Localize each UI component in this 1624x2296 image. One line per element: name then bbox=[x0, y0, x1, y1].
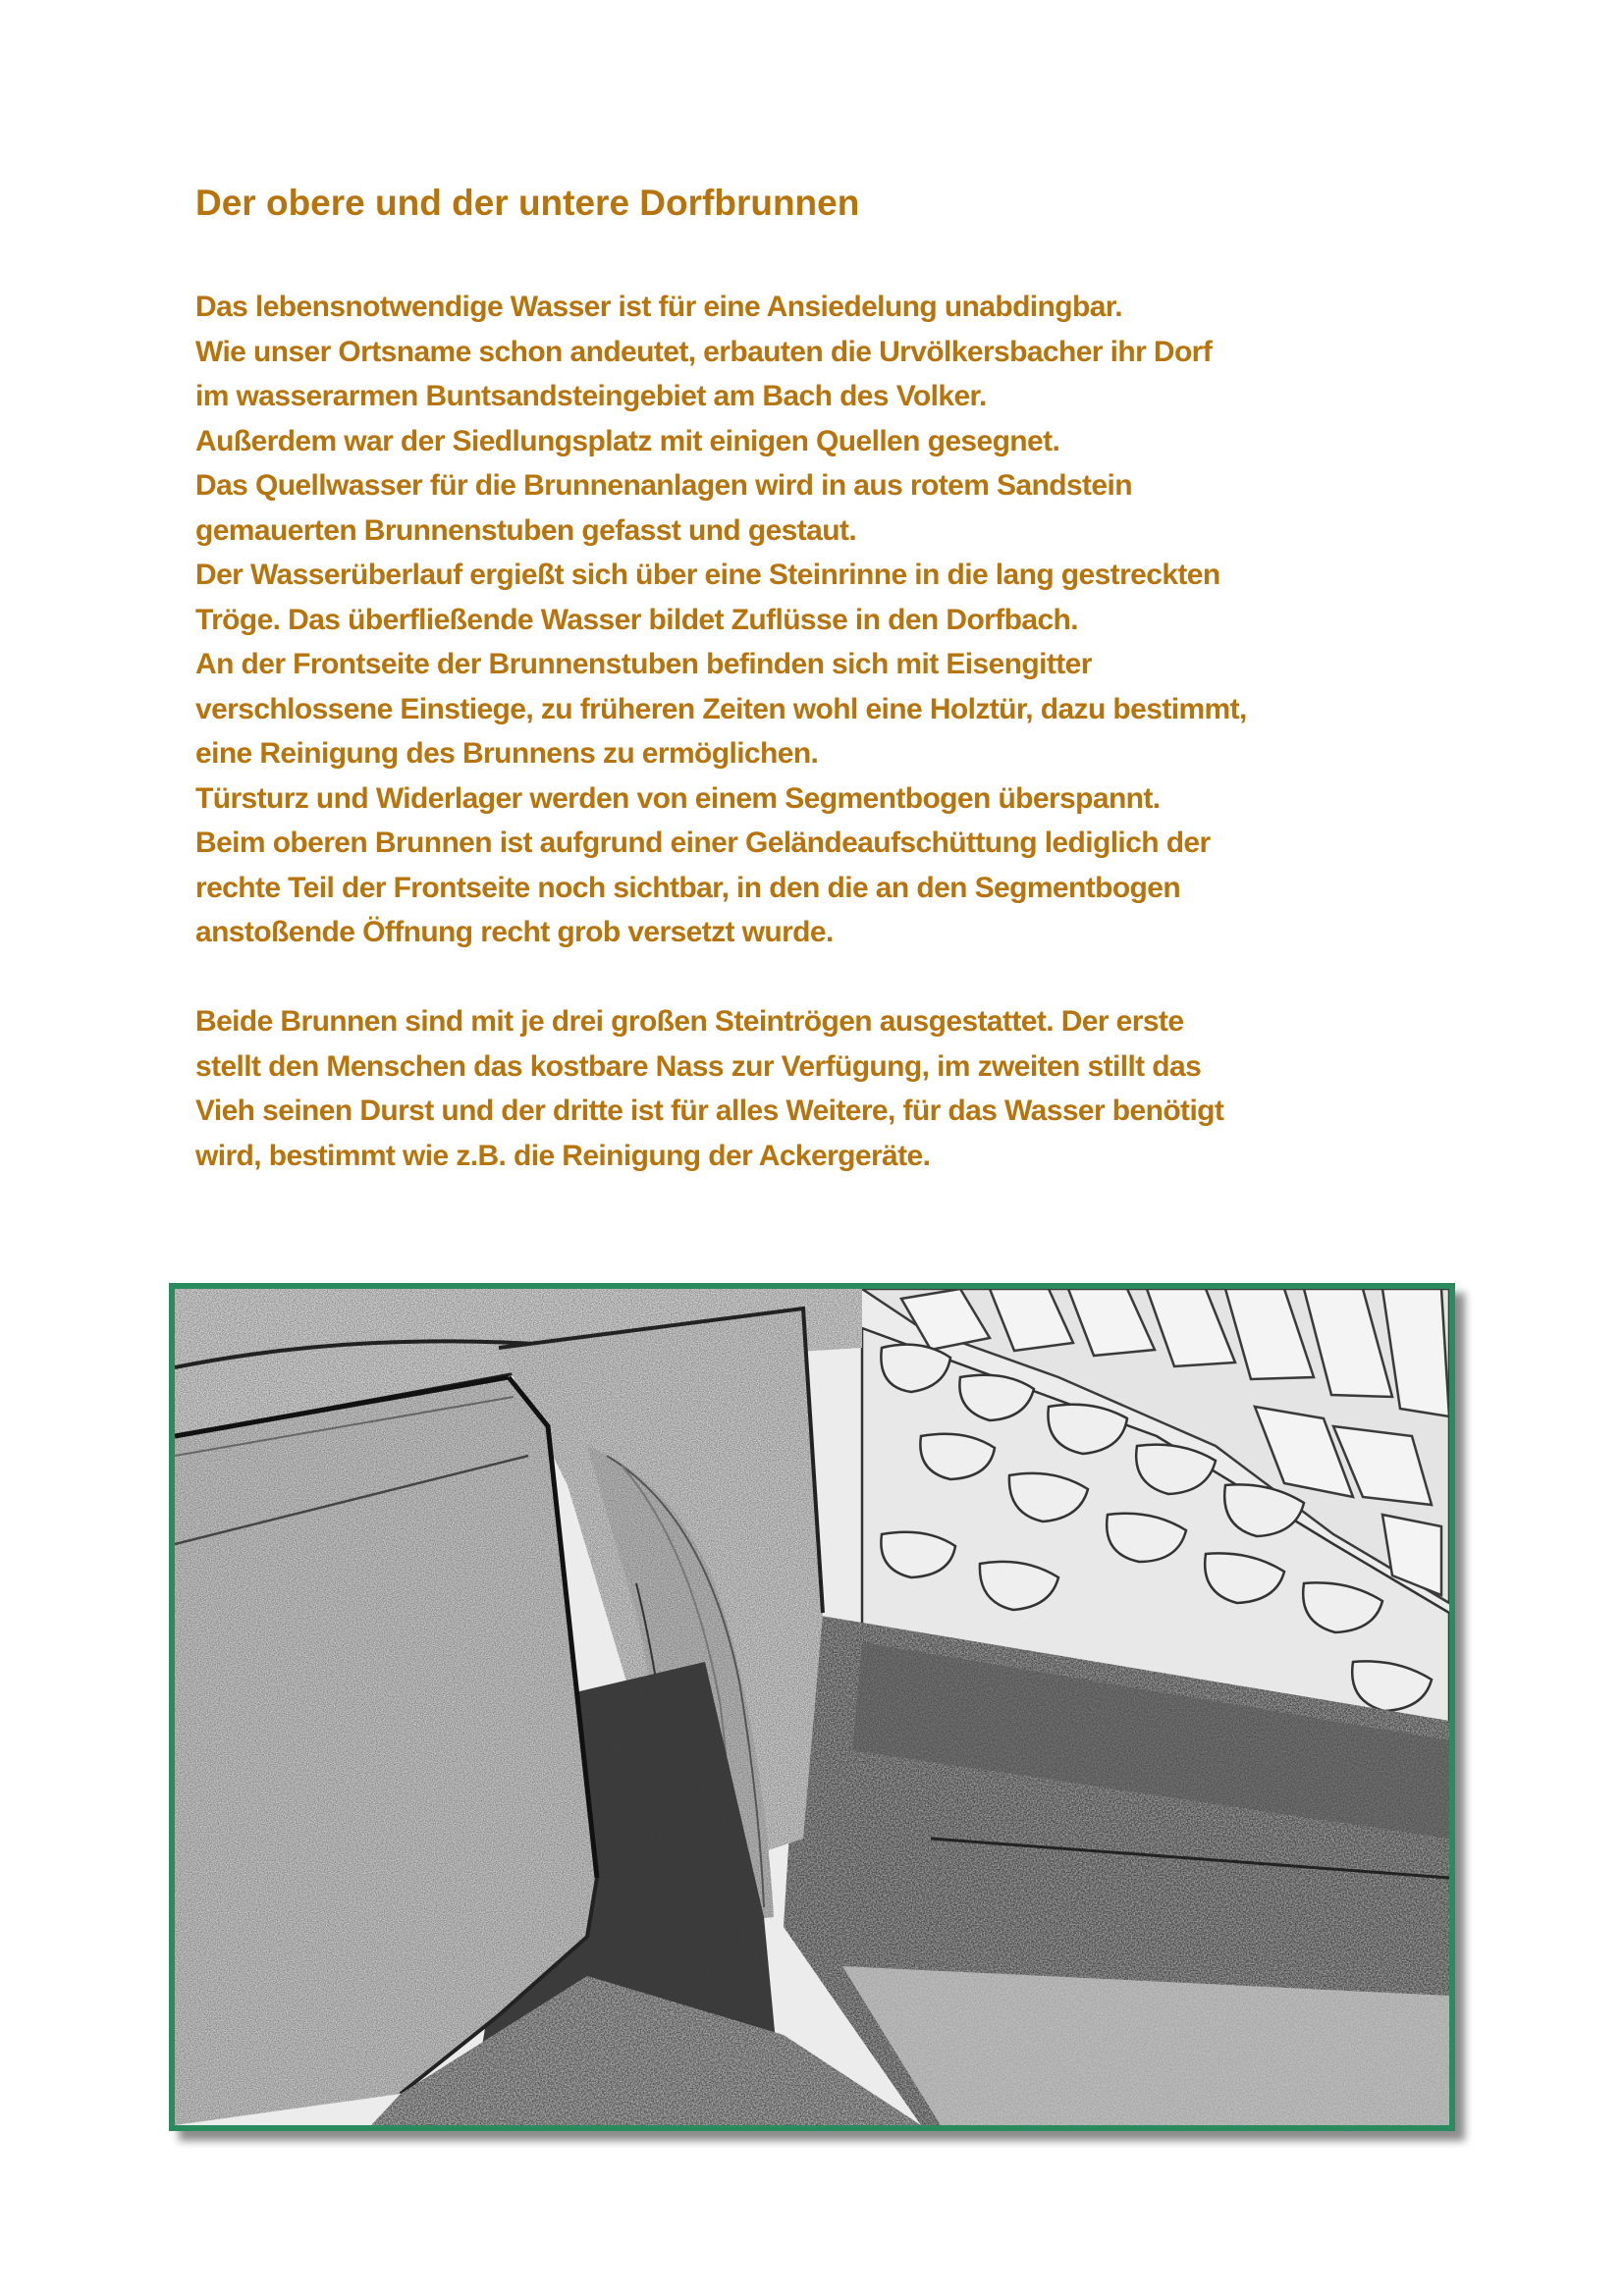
text-line: Außerdem war der Siedlungsplatz mit einigen Quellen gesegnet. bbox=[195, 424, 1060, 457]
text-line: Das lebensnotwendige Wasser ist für eine Ansiedelung unabdingbar. bbox=[195, 291, 1122, 323]
text-line: Vieh seinen Durst und der dritte ist für alles Weitere, für das Wasser benötigt bbox=[195, 1095, 1224, 1127]
body-text bbox=[195, 285, 1472, 1178]
text-line: Beide Brunnen sind mit je drei großen Steintrögen ausgestattet. Der erste bbox=[195, 1005, 1184, 1038]
text-line: Türsturz und Widerlager werden von einem Segmentbogen überspannt. bbox=[195, 781, 1161, 815]
text-line: An der Frontseite der Brunnenstuben befinden sich mit Eisengitter bbox=[195, 648, 1092, 680]
text-line: eine Reinigung des Brunnens zu ermöglichen. bbox=[195, 737, 819, 770]
text-line: Wie unser Ortsname schon andeutet, erbauten die Urvölkersbacher ihr Dorf bbox=[195, 335, 1213, 368]
text-line: Tröge. Das überfließende Wasser bildet Zuflüsse in den Dorfbach. bbox=[195, 603, 1078, 636]
text-line: stellt den Menschen das kostbare Nass zur Verfügung, im zweiten stillt das bbox=[195, 1049, 1202, 1083]
text-line: Beim oberen Brunnen ist aufgrund einer Geländeaufschüttung lediglich der bbox=[195, 827, 1211, 859]
page-title: Der obere und der untere Dorfbrunnen bbox=[195, 183, 860, 223]
text-line: Der Wasserüberlauf ergießt sich über eine Steinrinne in die lang gestreckten bbox=[195, 559, 1220, 591]
text-line: rechte Teil der Frontseite noch sichtbar, in den die an den Segmentbogen bbox=[195, 871, 1181, 904]
text-line: gemauerten Brunnenstuben gefasst und gestaut. bbox=[195, 513, 857, 547]
text-line: verschlossene Einstiege, zu früheren Zeiten wohl eine Holztür, dazu bestimmt, bbox=[195, 692, 1247, 725]
text-line: anstoßende Öffnung recht grob versetzt wurde. bbox=[195, 916, 834, 948]
fountain-sketch-image bbox=[175, 1289, 1449, 2125]
text-line: Das Quellwasser für die Brunnenanlagen wird in aus rotem Sandstein bbox=[195, 469, 1132, 502]
fountain-photo bbox=[169, 1283, 1455, 2131]
text-line: im wasserarmen Buntsandsteingebiet am Bach des Volker. bbox=[195, 380, 987, 412]
text-line: wird, bestimmt wie z.B. die Reinigung der Ackergeräte. bbox=[195, 1139, 931, 1172]
paragraph-gap bbox=[195, 955, 1472, 1000]
